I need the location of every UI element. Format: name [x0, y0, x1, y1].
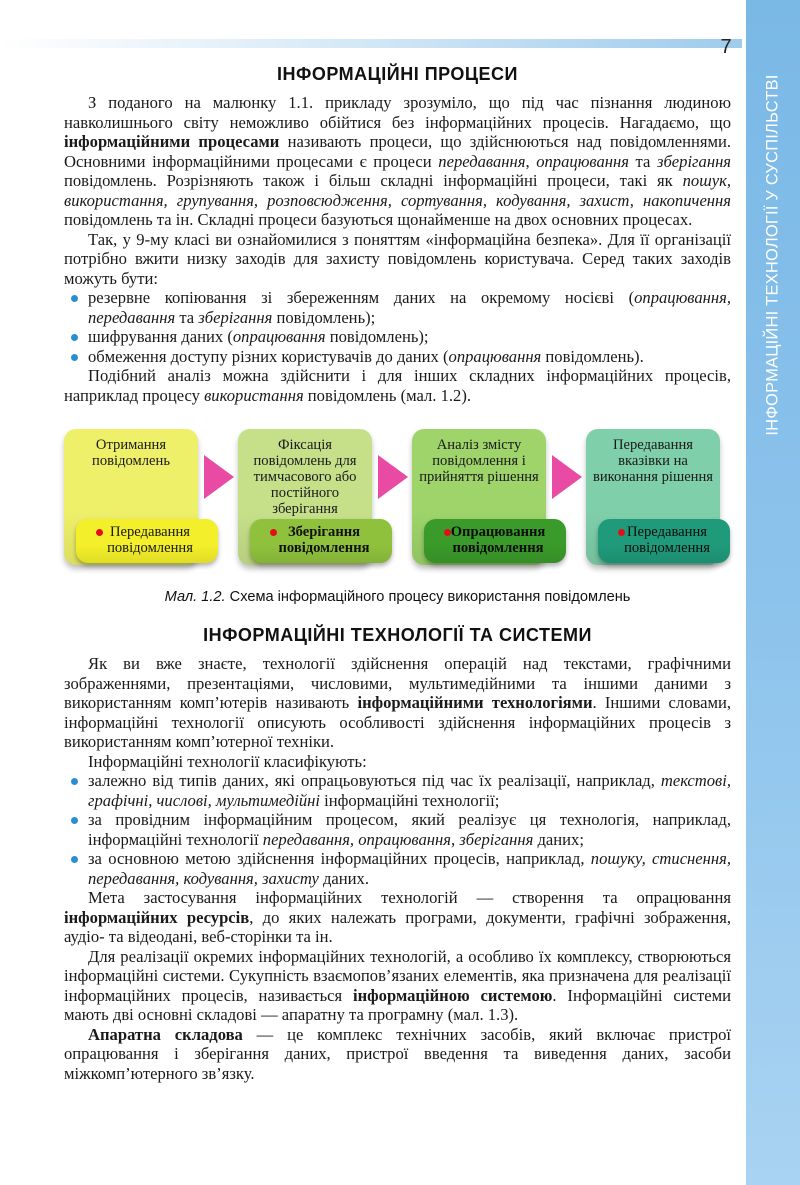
figure-caption: Мал. 1.2. Схема інформаційного процесу використання повідомлень [164, 589, 631, 605]
page-content [64, 64, 731, 1083]
side-tab-title: ІНФОРМАЦІЙНІ ТЕХНОЛОГІЇ У СУСПІЛЬСТВІ [763, 74, 782, 436]
list-item: резервне копіювання зі збереженням даних на окремому носієві (опрацювання, передавання та зберігання повідомлень); [64, 288, 731, 327]
diagram-pill [250, 519, 392, 563]
header-strip [0, 39, 742, 48]
diagram-pill-text: Опрацювання повідомлення [450, 524, 546, 556]
arrow-right-icon [552, 455, 582, 499]
diagram-pill-text: Передавання повідомлення [107, 524, 193, 556]
paragraph: Подібний аналіз можна здійснити і для інших складних інформаційних процесів, наприклад процесу використання повідомлень (мал. 1.2). [64, 366, 731, 405]
section-heading-technologies: ІНФОРМАЦІЙНІ ТЕХНОЛОГІЇ ТА СИСТЕМИ [203, 625, 592, 645]
diagram-pill-text: Зберігання повідомлення [278, 524, 370, 556]
diagram-pill [424, 519, 566, 563]
paragraph: Для реалізації окремих інформаційних технологій, а особливо їх комплексу, створюються інформаційні системи. Сукупність взаємопов’язаних елементів, яка призначена для реалізації інформаційних процесів, називається інформаційною системою. Інформаційні системи мають дві основні складові — апаратну та програмну (мал. 1.3). [64, 946, 731, 1024]
diagram-card-text: Отримання повідомлень [92, 437, 170, 469]
bullet-list [64, 288, 731, 366]
paragraph: Так, у 9-му класі ви ознайомилися з поняттям «інформаційна безпека». Для її організації потрібно вжити низку заходів для захисту повідомлень користувача. Серед таких заходів можуть бути: [64, 229, 731, 288]
diagram-card-text: Фіксація повідомлень для тимчасового або постійного зберігання [253, 437, 357, 517]
list-item: залежно від типів даних, які опрацьовуються під час їх реалізації, наприклад, текстові, графічні, числові, мультимедійні інформаційні технології; [64, 771, 731, 810]
diagram-pill [598, 519, 730, 563]
list-item: обмеження доступу різних користувачів до даних (опрацювання повідомлень). [64, 347, 731, 367]
arrow-right-icon [378, 455, 408, 499]
list-item: шифрування даних (опрацювання повідомлень); [64, 327, 731, 347]
page-number: 7 [720, 36, 732, 58]
paragraph: Апаратна складова — це комплекс технічних засобів, який включає пристрої опрацювання і зберігання даних, пристрої введення та виведення даних, засоби міжкомп’ютерного зв’язку. [64, 1024, 731, 1083]
diagram-card [238, 429, 372, 565]
arrow-right-icon [204, 455, 234, 499]
paragraph: Інформаційні технології класифікують: [88, 751, 367, 771]
diagram-pill [76, 519, 218, 563]
diagram-card [586, 429, 720, 565]
section-heading-processes: ІНФОРМАЦІЙНІ ПРОЦЕСИ [276, 64, 518, 84]
diagram-card [412, 429, 546, 565]
process-diagram [64, 429, 731, 579]
paragraph: З поданого на малюнку 1.1. прикладу зрозуміло, що під час пізнання людиною навколишнього світу неможливо обійтися без інформаційних процесів. Нагадаємо, що інформаційними процесами називають процеси, що здійснюються над повідомленнями. Основними інформаційними процесами є процеси передавання, опрацювання та зберігання повідомлень. Розрізняють також і більш складні інформаційні процеси, такі як пошук, використання, групування, розповсюдження, сортування, кодування, захист, накопичення повідомлень та ін. Складні процеси базуються щонайменше на двох основних процесах. [64, 93, 732, 229]
diagram-card-text: Передавання вказівки на виконання рішення [592, 437, 713, 485]
list-item: за основною метою здійснення інформаційних процесів, наприклад, пошуку, стиснення, передавання, кодування, захисту даних. [64, 849, 731, 888]
diagram-card-text: Аналіз змісту повідомлення і прийняття рішення [419, 437, 539, 485]
bullet-list [64, 771, 731, 888]
paragraph: Мета застосування інформаційних технологій — створення та опрацювання інформаційних ресурсів, до яких належать програми, документи, графічні зображення, аудіо- та відеодані, веб-сторінки та ін. [64, 888, 731, 946]
paragraph: Як ви вже знаєте, технології здійснення операцій над текстами, графічними зображеннями, презентаціями, числовими, мультимедійними та іншими даними з використанням комп’ютерів називають інформаційними технологіями. Іншими словами, інформаційні технології описують особливості здійснення інформаційних процесів з використанням комп’ютерної техніки. [64, 654, 731, 751]
list-item: за провідним інформаційним процесом, який реалізує ця технологія, наприклад, інформаційні технології передавання, опрацювання, зберігання даних; [64, 810, 731, 849]
diagram-card [64, 429, 198, 565]
diagram-pill-text: Передавання повідомлення [624, 524, 710, 556]
